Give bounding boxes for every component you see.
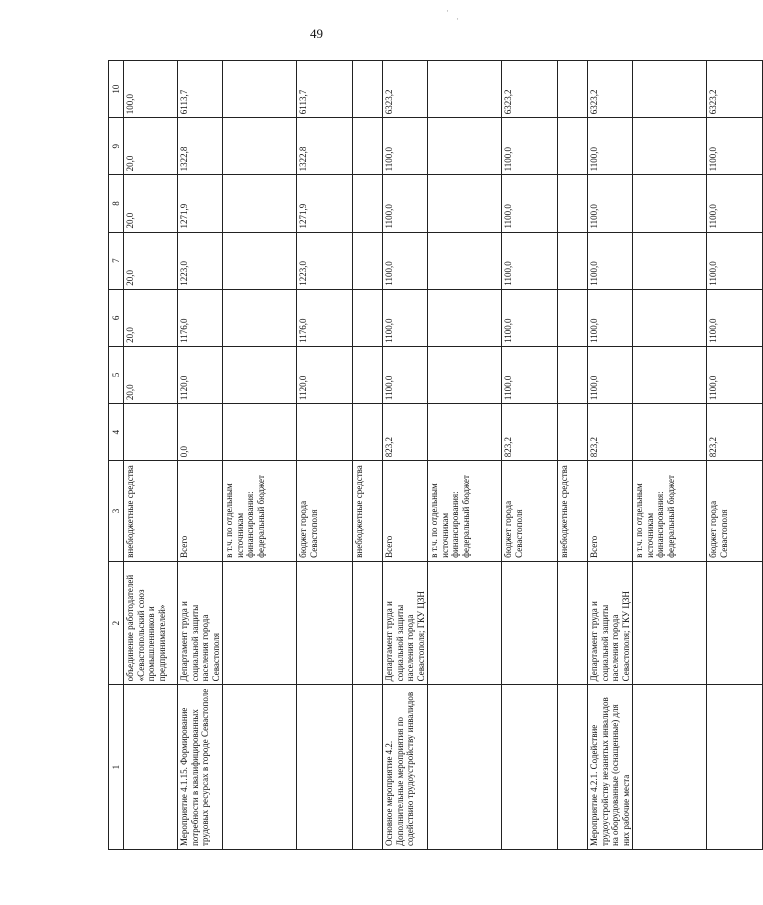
value-cell: 20,0 [124,118,178,175]
text-cell [707,685,763,850]
text-cell: в т.ч. по отдельным источникам финансирования: федеральный бюджет [428,461,502,562]
value-cell [428,61,502,118]
value-cell [633,61,707,118]
value-cell: 1100,0 [502,118,558,175]
value-cell: 1100,0 [502,346,558,403]
table-row [297,61,353,850]
text-cell: Департамент труда и социальной защиты населения города Севастополя [178,561,223,684]
value-cell: 6323,2 [707,61,763,118]
value-cell [558,61,588,118]
text-cell [428,685,502,850]
table-row [633,61,707,850]
value-cell: 20,0 [124,175,178,232]
value-cell: 1176,0 [178,289,223,346]
value-cell: 1322,8 [297,118,353,175]
text-cell: внебюджетные средства [124,461,178,562]
value-cell [223,404,297,461]
text-cell: бюджет города Севастополя [297,461,353,562]
table-body [109,61,763,850]
text-cell: в т.ч. по отдельным источникам финансирования: федеральный бюджет [633,461,707,562]
text-cell [558,685,588,850]
value-cell [558,118,588,175]
text-cell [502,685,558,850]
table-row [558,61,588,850]
text-cell: внебюджетные средства [558,461,588,562]
table-row [124,61,178,850]
value-cell: 1100,0 [383,175,428,232]
value-cell: 1223,0 [297,232,353,289]
table-row [502,61,558,850]
value-cell [353,232,383,289]
value-cell [353,404,383,461]
value-cell: 1100,0 [502,232,558,289]
value-cell: 1176,0 [297,289,353,346]
value-cell [223,232,297,289]
column-number-row [109,61,124,850]
text-cell: Мероприятие 4.2.1. Содействие трудоустройству незанятых инвалидов на оборудованные (оснащенные) для них рабочие места [588,685,633,850]
text-cell [502,561,558,684]
value-cell: 20,0 [124,346,178,403]
column-number: 2 [109,561,124,684]
text-cell: Основное мероприятие 4.2. Дополнительные мероприятия по содействию трудоустройству инвалидов [383,685,428,850]
value-cell [558,232,588,289]
value-cell [558,289,588,346]
value-cell: 6323,2 [383,61,428,118]
column-number: 4 [109,404,124,461]
value-cell [353,175,383,232]
value-cell: 1100,0 [707,346,763,403]
value-cell [428,175,502,232]
table-row [353,61,383,850]
value-cell: 823,2 [707,404,763,461]
text-cell [707,561,763,684]
value-cell: 823,2 [502,404,558,461]
value-cell: 1100,0 [383,232,428,289]
value-cell [353,346,383,403]
value-cell [558,175,588,232]
text-cell [297,561,353,684]
value-cell: 1100,0 [588,232,633,289]
table-row [707,61,763,850]
value-cell [428,232,502,289]
value-cell [633,346,707,403]
value-cell [223,346,297,403]
text-cell [353,561,383,684]
value-cell [223,61,297,118]
text-cell [633,685,707,850]
value-cell: 100,0 [124,61,178,118]
value-cell: 1100,0 [588,175,633,232]
value-cell [633,175,707,232]
table-row [178,61,223,850]
value-cell [633,118,707,175]
value-cell: 1100,0 [588,118,633,175]
value-cell: 1100,0 [707,232,763,289]
value-cell: 1100,0 [588,346,633,403]
text-cell: в т.ч. по отдельным источникам финансирования: федеральный бюджет [223,461,297,562]
table-row [383,61,428,850]
text-cell: Всего [588,461,633,562]
table-row [223,61,297,850]
budget-table [108,60,763,850]
text-cell: Департамент труда и социальной защиты населения города Севастополя; ГКУ ЦЗН [383,561,428,684]
column-number: 3 [109,461,124,562]
value-cell: 1100,0 [383,118,428,175]
text-cell [223,685,297,850]
value-cell: 0,0 [178,404,223,461]
value-cell [353,61,383,118]
value-cell: 1120,0 [297,346,353,403]
column-number: 8 [109,175,124,232]
column-number: 1 [109,685,124,850]
value-cell [223,118,297,175]
text-cell [124,685,178,850]
value-cell [223,289,297,346]
text-cell [297,685,353,850]
value-cell: 1100,0 [383,289,428,346]
text-cell [353,685,383,850]
scan-speck: · [456,14,459,24]
value-cell: 1100,0 [707,118,763,175]
value-cell: 1100,0 [502,175,558,232]
column-number: 7 [109,232,124,289]
text-cell: бюджет города Севастополя [502,461,558,562]
value-cell [428,346,502,403]
text-cell [223,561,297,684]
text-cell: Мероприятие 4.1.15. Формирование потребности в квалифицированных трудовых ресурсах в городе Севастополе [178,685,223,850]
value-cell: 1322,8 [178,118,223,175]
text-cell [633,561,707,684]
value-cell: 1100,0 [588,289,633,346]
value-cell [558,404,588,461]
column-number: 10 [109,61,124,118]
value-cell [633,232,707,289]
text-cell: бюджет города Севастополя [707,461,763,562]
value-cell: 1100,0 [383,346,428,403]
value-cell [353,289,383,346]
text-cell [558,561,588,684]
value-cell [428,404,502,461]
text-cell: Департамент труда и социальной защиты населения города Севастополя; ГКУ ЦЗН [588,561,633,684]
value-cell [297,404,353,461]
text-cell: объединение работодателей «Севастопольский союз промышленников и предпринимателей» [124,561,178,684]
value-cell: 1223,0 [178,232,223,289]
value-cell: 1120,0 [178,346,223,403]
value-cell [428,289,502,346]
column-number: 5 [109,346,124,403]
value-cell: 1100,0 [707,175,763,232]
value-cell: 823,2 [588,404,633,461]
table-row [588,61,633,850]
rotated-table-wrapper [108,60,729,850]
value-cell [428,118,502,175]
value-cell [353,118,383,175]
page-number: 49 [310,26,323,41]
text-cell: Всего [383,461,428,562]
value-cell: 20,0 [124,289,178,346]
value-cell [124,404,178,461]
value-cell: 1100,0 [502,289,558,346]
text-cell: Всего [178,461,223,562]
value-cell [633,404,707,461]
value-cell [223,175,297,232]
value-cell [633,289,707,346]
value-cell: 20,0 [124,232,178,289]
text-cell [428,561,502,684]
value-cell: 1271,9 [178,175,223,232]
value-cell: 6113,7 [297,61,353,118]
column-number: 6 [109,289,124,346]
scan-speck: · [446,6,449,16]
value-cell: 6323,2 [588,61,633,118]
value-cell: 6113,7 [178,61,223,118]
value-cell: 823,2 [383,404,428,461]
table-row [428,61,502,850]
value-cell: 6323,2 [502,61,558,118]
value-cell [558,346,588,403]
text-cell: внебюджетные средства [353,461,383,562]
value-cell: 1271,9 [297,175,353,232]
column-number: 9 [109,118,124,175]
value-cell: 1100,0 [707,289,763,346]
